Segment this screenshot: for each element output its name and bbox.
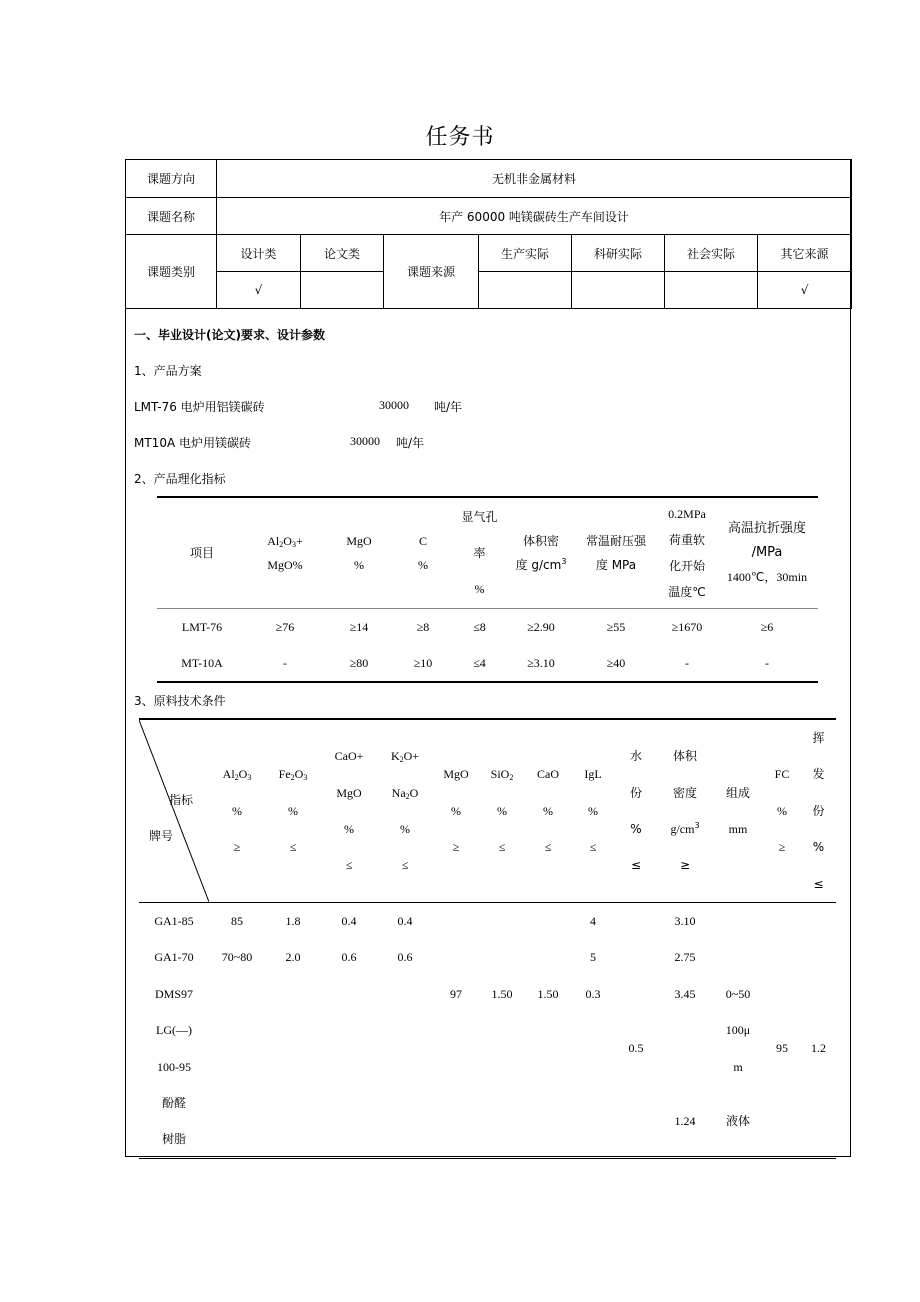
type-thesis-mark [301, 272, 384, 309]
table-row: GA1-85 85 1.8 0.4 0.4 4 3.10 [154, 914, 696, 929]
source-social: 社会实际 [665, 235, 758, 272]
product-name: MT10A 电炉用镁碳砖 [134, 436, 251, 450]
type-design-mark: √ [217, 272, 301, 309]
section-heading: 一、毕业设计(论文)要求、设计参数 [134, 328, 325, 342]
source-research: 科研实际 [572, 235, 665, 272]
topic-info-table [125, 159, 852, 309]
col-bulk-density: 体积 密度 $g/cm^3$ ≥ [657, 719, 713, 903]
col-porosity: 显气孔 率 % [451, 497, 508, 609]
col-bulk-density: 体积密 度 $g/cm^3$ [508, 497, 574, 609]
table-row: LMT-76 ≥76 ≥14 ≥8 ≤8 ≥2.90 ≥55 ≥1670 ≥6 [181, 619, 774, 634]
table-row: 酚醛 1.24 液体 [161, 1096, 750, 1129]
col-volatile: 挥 发 份 % ≤ [801, 719, 836, 903]
corner-top-label: 指标 [169, 793, 194, 807]
col-c: C % [395, 497, 451, 609]
col-composition: 组成 mm [713, 719, 763, 903]
col-fc: FC % ≥ [763, 719, 801, 903]
col-ccs: 常温耐压强 度 MPa [574, 497, 658, 609]
col-al2o3: $Al_2O_3$ % ≥ [209, 719, 265, 903]
product-name: LMT-76 电炉用铝镁碳砖 [134, 400, 265, 414]
raw-materials-table [139, 718, 836, 1159]
corner-header [139, 719, 209, 903]
type-thesis: 论文类 [301, 235, 384, 272]
corner-bottom-label: 牌号 [149, 829, 174, 843]
product-indices-table [157, 496, 818, 683]
col-rul: 0.2MPa 荷重软 化开始 温度℃ [658, 497, 716, 609]
col-mgo: MgO % [323, 497, 395, 609]
col-item: 项目 [157, 497, 247, 609]
col-cao-mgo: CaO+ MgO % ≤ [321, 719, 377, 903]
source-label: 课题来源 [384, 235, 479, 309]
col-k2o-na2o: $K_2O+$ $Na_2O$ % ≤ [377, 719, 433, 903]
col-mgo: MgO % ≥ [433, 719, 479, 903]
product-qty: 30000 [379, 398, 409, 412]
col-hmor: 高温抗折强度 /MPa 1400℃，30min [716, 497, 818, 609]
col-fe2o3: $Fe_2O_3$ % ≤ [265, 719, 321, 903]
table-row: GA1-70 70~80 2.0 0.6 0.6 5 2.75 [154, 950, 696, 965]
table-row: MT-10A - ≥80 ≥10 ≤4 ≥3.10 ≥40 - - [181, 655, 769, 670]
col-water: 水 份 % ≤ [615, 719, 657, 903]
table-row: DMS97 97 1.50 1.50 0.3 3.45 0~50 [154, 986, 751, 1001]
direction-label: 课题方向 [126, 160, 217, 198]
product-unit: 吨/年 [434, 400, 463, 414]
source-other: 其它来源 [758, 235, 852, 272]
name-value: 年产 60000 吨镁碳砖生产车间设计 [217, 198, 852, 235]
source-production: 生产实际 [479, 235, 572, 272]
subheading-raw-materials: 3、原料技术条件 [134, 694, 226, 708]
col-igl: IgL % ≤ [571, 719, 615, 903]
subheading-product-plan: 1、产品方案 [134, 364, 202, 378]
table-row: 100-95 m [157, 1059, 743, 1074]
table-row: LG(—) 0.5 100μ 95 1.2 [156, 1023, 826, 1056]
page-title: 任务书 [425, 125, 495, 150]
source-research-mark [572, 272, 665, 309]
col-sio2: SiO$_2$ % ≤ [479, 719, 525, 903]
subheading-product-indices: 2、产品理化指标 [134, 472, 226, 486]
source-other-mark: √ [758, 272, 852, 309]
type-label: 课题类别 [126, 235, 217, 309]
direction-value: 无机非金属材料 [217, 160, 852, 198]
col-al2o3-mgo: $Al_2O_3+$ MgO% [247, 497, 323, 609]
name-label: 课题名称 [126, 198, 217, 235]
table-row: 树脂 [161, 1132, 186, 1147]
col-cao: CaO % ≤ [525, 719, 571, 903]
source-social-mark [665, 272, 758, 309]
product-unit: 吨/年 [396, 436, 425, 450]
type-design: 设计类 [217, 235, 301, 272]
product-qty: 30000 [350, 434, 380, 448]
source-production-mark [479, 272, 572, 309]
